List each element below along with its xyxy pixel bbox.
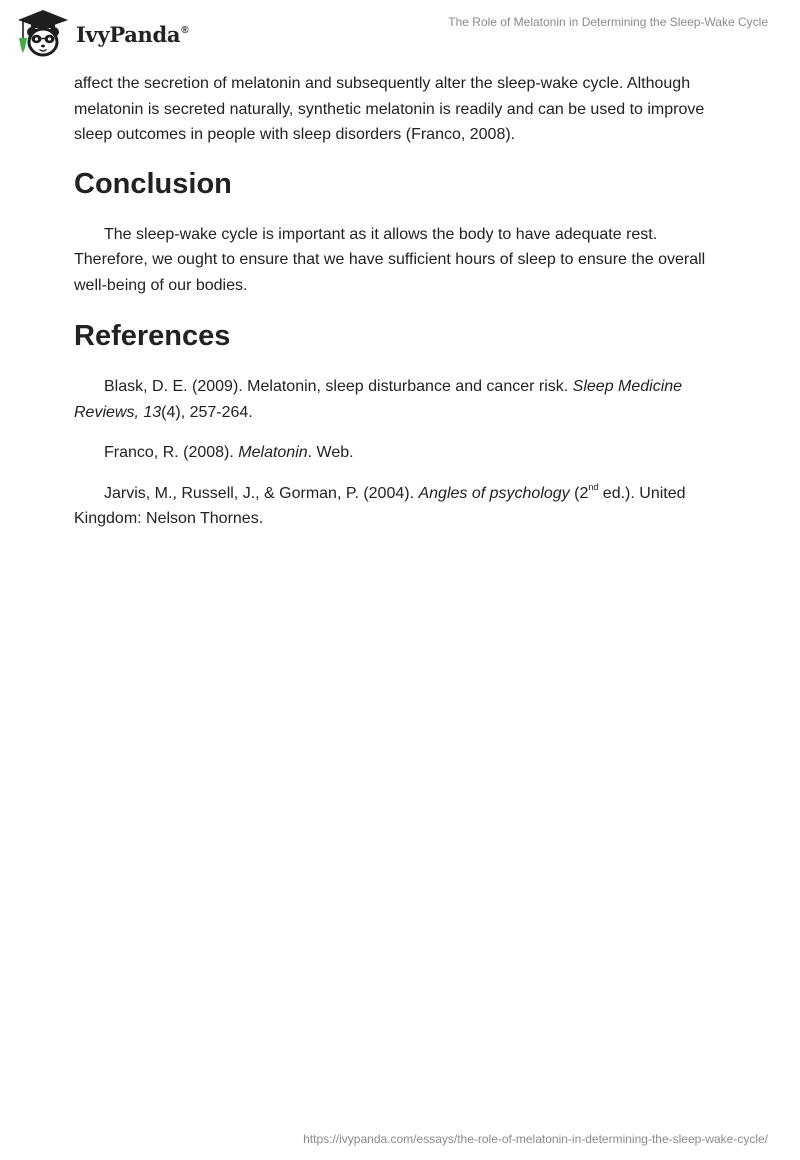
reference-entry-blask: Blask, D. E. (2009). Melatonin, sleep disturbance and cancer risk. Sleep Medicine Reviews, 13(4), 257-264. (74, 378, 683, 421)
reference-entry-jarvis: Jarvis, M., Russell, J., & Gorman, P. (2004). Angles of psychology (2nd ed.). United Kingdom: Nelson Thornes. (74, 482, 686, 527)
registered-mark: ® (181, 24, 189, 36)
conclusion-heading: Conclusion (74, 167, 232, 200)
essay-body (74, 71, 724, 547)
brand-name: IvyPanda® (76, 21, 189, 47)
document-title: The Role of Melatonin in Determining the Sleep-Wake Cycle (448, 15, 768, 29)
conclusion-paragraph: The sleep-wake cycle is important as it allows the body to have adequate rest. Therefore, we ought to ensure that we have sufficient hours of sleep to ensure the overall well-being of our bodies. (74, 225, 706, 294)
ivypanda-logo[interactable] (14, 8, 188, 58)
panda-graduate-icon (14, 8, 72, 58)
source-url-link[interactable]: https://ivypanda.com/essays/the-role-of-melatonin-in-determining-the-sleep-wake-cycle/ (303, 1132, 768, 1146)
intro-paragraph: affect the secretion of melatonin and subsequently alter the sleep-wake cycle. Although melatonin is secreted naturally, synthetic melatonin is readily and can be used to improve sleep outcomes in people with sleep disorders (Franco, 2008). (74, 75, 705, 143)
references-heading: References (74, 320, 231, 352)
reference-entry-franco: Franco, R. (2008). Melatonin. Web. (104, 444, 354, 461)
page-header (0, 0, 800, 64)
